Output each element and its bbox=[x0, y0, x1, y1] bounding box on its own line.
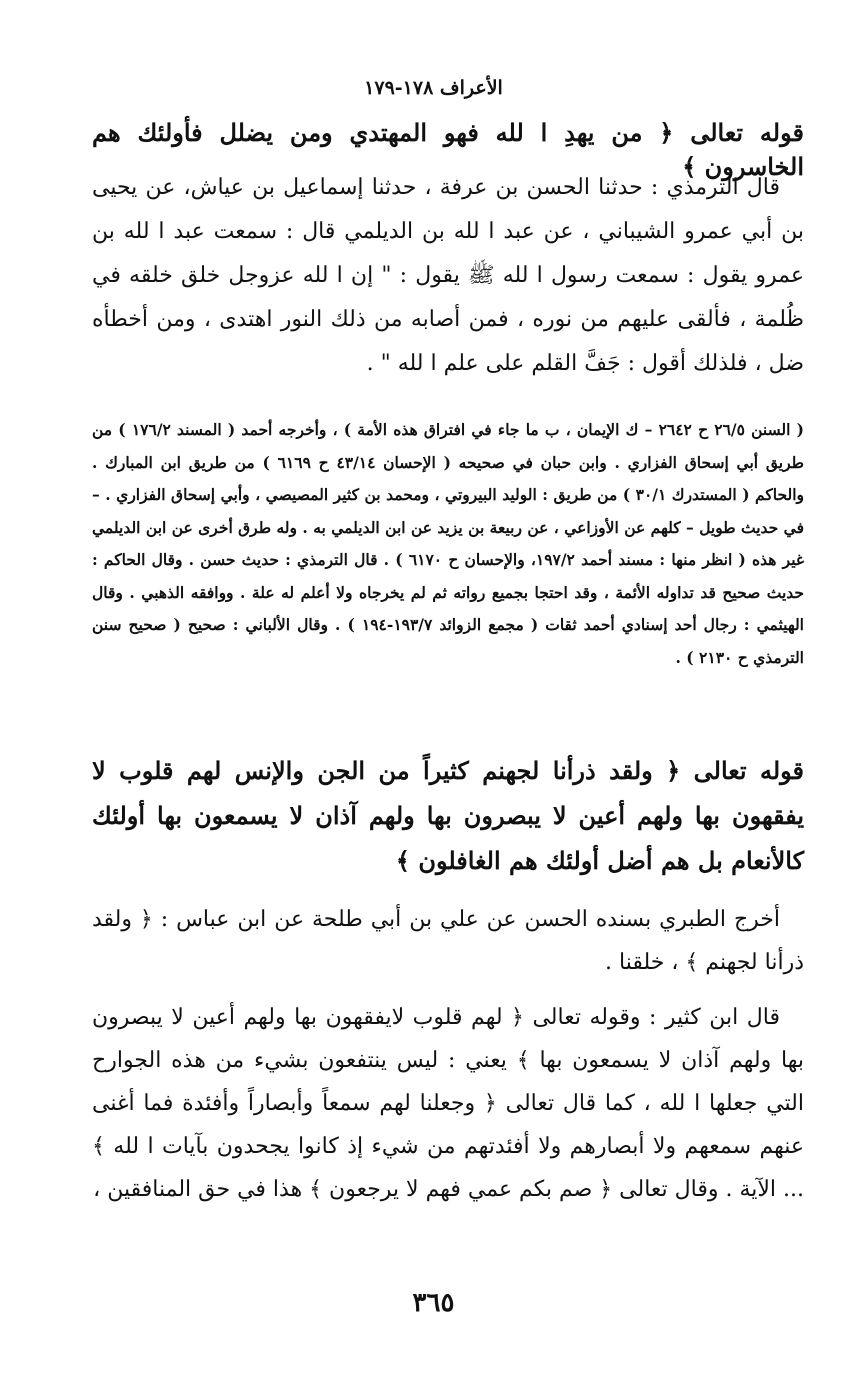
verse-heading-1: قوله تعالى ﴿ من يهدِ ا لله فهو المهتدي ومن يضلل فأولئك هم الخاسرون ﴾ bbox=[92, 118, 804, 181]
running-header: الأعراف ١٧٨-١٧٩ bbox=[364, 77, 503, 99]
page-number: ٣٦٥ bbox=[412, 1288, 455, 1318]
hadith-takhrij-footnote: ( السنن ٢٦/٥ ح ٢٦٤٢ – ك الإيمان ، ب ما جاء في افتراق هذه الأمة ) ، وأخرجه أحمد ( المسند ١٧٦/٢ ) من طريق أبي إسحاق الفزاري . وابن حبان في صحيحه ( الإحسان ٤٣/١٤ ح ٦١٦٩ ) من طريق ابن المبارك . والحاكم ( المستدرك ٣٠/١ ) من طريق : الوليد البيروتي ، ومحمد بن كثير المصيصي ، وأبي إسحاق الفزاري . – في حديث طويل – كلهم عن الأوزاعي ، عن ربيعة بن يزيد عن ابن الديلمي به . وله طرق أخرى عن ابن الديلمي غير هذه ( انظر منها : مسند أحمد ١٩٧/٢، والإحسان ح ٦١٧٠ ) . قال الترمذي : حديث حسن . وقال الحاكم : حديث صحيح قد تداوله الأئمة ، وقد احتجا بجميع رواته ثم لم يخرجاه ولا أعلم له علة . ووافقه الذهبي . وقال الهيثمي : رجال أحد إسنادي أحمد ثقات ( مجمع الزوائد ١٩٣/٧-١٩٤ ) . وقال الألباني : صحيح ( صحيح سنن الترمذي ح ٢١٣٠ ) . bbox=[92, 420, 804, 667]
tabari-paragraph: أخرج الطبري بسنده الحسن عن علي بن أبي طلحة عن ابن عباس : ﴿ ولقد ذرأنا لجهنم ﴾ ، خلقنا . bbox=[92, 907, 804, 975]
ibn-kathir-paragraph: قال ابن كثير : وقوله تعالى ﴿ لهم قلوب لايفقهون بها ولهم أعين لا يبصرون بها ولهم آذان لا يسمعون بها ﴾ يعني : ليس ينتفعون بشيء من هذه الجوارح التي جعلها ا لله ، كما قال تعالى ﴿ وجعلنا لهم سمعاً وأبصاراً وأفئدة فما أغنى عنهم سمعهم ولا أبصارهم ولا أفئدتهم من شيء إذ كانوا يجحدون بآيات ا لله ﴾ ... الآية . وقال تعالى ﴿ صم بكم عمي فهم لا يرجعون ﴾ هذا في حق المنافقين ، bbox=[92, 1005, 804, 1202]
verse-heading-2: قوله تعالى ﴿ ولقد ذرأنا لجهنم كثيراً من الجن والإنس لهم قلوب لا يفقهون بها ولهم أعين لا يبصرون بها ولهم آذان لا يسمعون بها أولئك كالأنعام بل هم أضل أولئك هم الغافلون ﴾ bbox=[92, 756, 804, 875]
hadith-paragraph: قال الترمذي : حدثنا الحسن بن عرفة ، حدثنا إسماعيل بن عياش، عن يحيى بن أبي عمرو الشيباني ، عن عبد ا لله بن الديلمي قال : سمعت عبد ا لله بن عمرو يقول : سمعت رسول ا لله ﷺ يقول : " إن ا لله عزوجل خلق خلقه في ظُلمة ، فألقى عليهم من نوره ، فمن أصابه من ذلك النور اهتدى ، ومن أخطأه ضل ، فلذلك أقول : جَفَّ القلم على علم ا لله " . bbox=[92, 175, 804, 376]
